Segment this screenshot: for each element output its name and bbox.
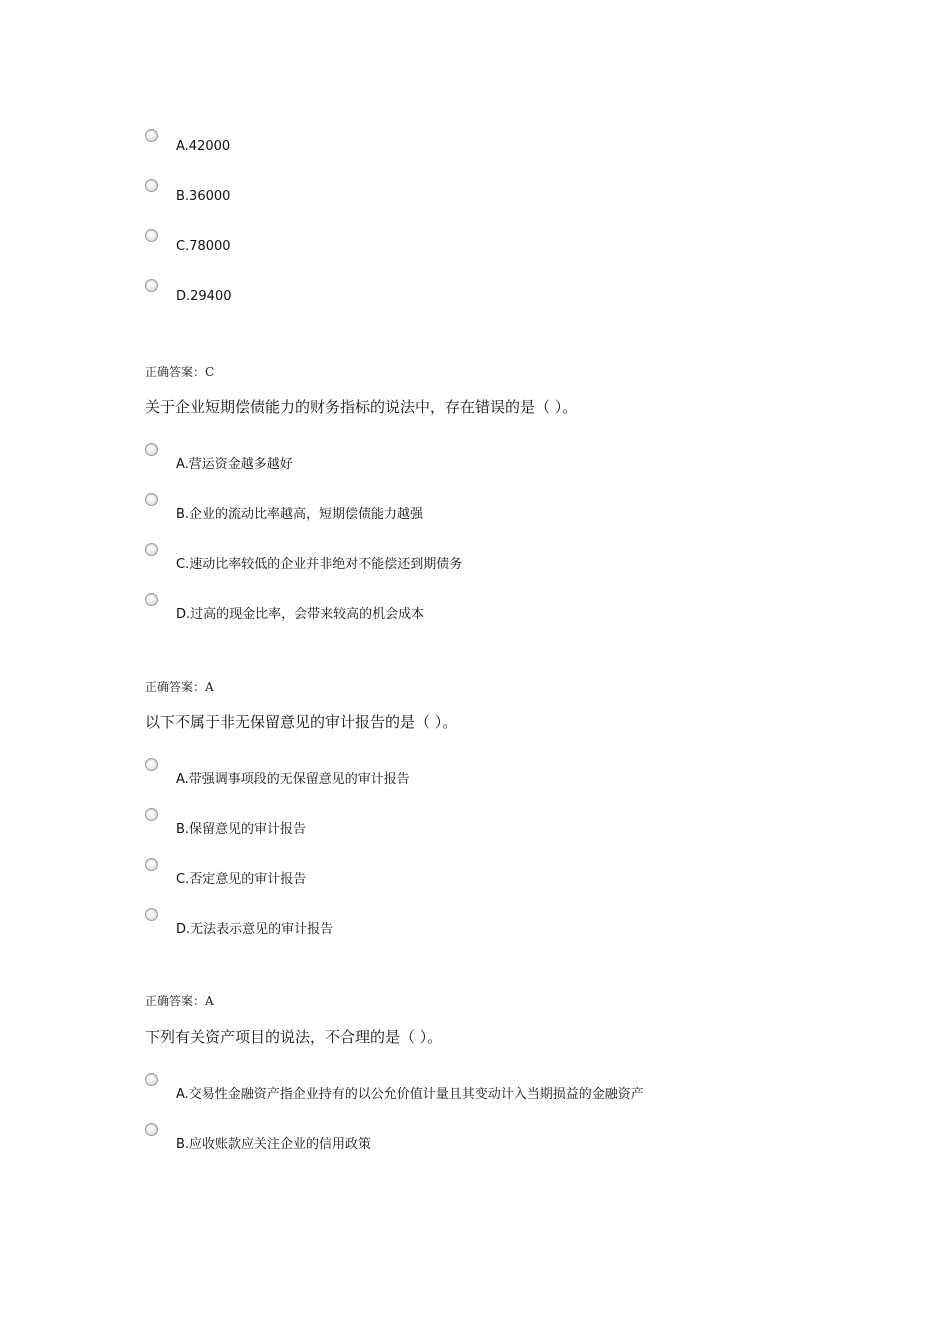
- option-b[interactable]: [145, 179, 905, 209]
- option-c[interactable]: [145, 858, 905, 888]
- option-c[interactable]: [145, 229, 905, 259]
- option-label: C.78000: [176, 239, 231, 254]
- option-d[interactable]: [145, 908, 905, 938]
- option-label: C.否定意见的审计报告: [176, 872, 307, 887]
- option-label: A.交易性金融资产指企业持有的以公允价值计量且其变动计入当期损益的金融资产: [176, 1087, 644, 1102]
- question-text: 下列有关资产项目的说法，不合理的是（ ）。: [145, 1028, 443, 1046]
- radio-button-icon[interactable]: [145, 129, 158, 142]
- correct-answer: 正确答案：A: [145, 994, 214, 1008]
- option-d[interactable]: [145, 593, 905, 623]
- option-a[interactable]: [145, 443, 905, 473]
- radio-button-icon[interactable]: [145, 758, 158, 771]
- radio-button-icon[interactable]: [145, 493, 158, 506]
- radio-button-icon[interactable]: [145, 593, 158, 606]
- option-label: A.带强调事项段的无保留意见的审计报告: [176, 772, 410, 787]
- radio-button-icon[interactable]: [145, 1123, 158, 1136]
- radio-button-icon[interactable]: [145, 543, 158, 556]
- option-label: A.营运资金越多越好: [176, 457, 293, 472]
- radio-button-icon[interactable]: [145, 279, 158, 292]
- radio-button-icon[interactable]: [145, 808, 158, 821]
- option-b[interactable]: [145, 1123, 905, 1153]
- option-a[interactable]: [145, 758, 905, 788]
- option-label: D.过高的现金比率，会带来较高的机会成本: [176, 607, 425, 622]
- radio-button-icon[interactable]: [145, 858, 158, 871]
- option-b[interactable]: [145, 493, 905, 523]
- option-label: B.保留意见的审计报告: [176, 822, 307, 837]
- option-label: B.企业的流动比率越高，短期偿债能力越强: [176, 507, 424, 522]
- option-c[interactable]: [145, 543, 905, 573]
- question-text: 以下不属于非无保留意见的审计报告的是（ ）。: [145, 713, 458, 731]
- radio-button-icon[interactable]: [145, 908, 158, 921]
- option-a[interactable]: [145, 1073, 905, 1103]
- option-label: D.无法表示意见的审计报告: [176, 922, 334, 937]
- correct-answer: 正确答案：C: [145, 365, 215, 379]
- option-label: C.速动比率较低的企业并非绝对不能偿还到期债务: [176, 557, 463, 572]
- radio-button-icon[interactable]: [145, 1073, 158, 1086]
- option-label: D.29400: [176, 289, 232, 304]
- option-a[interactable]: [145, 129, 905, 159]
- correct-answer: 正确答案：A: [145, 680, 214, 694]
- option-d[interactable]: [145, 279, 905, 309]
- radio-button-icon[interactable]: [145, 229, 158, 242]
- option-label: B.36000: [176, 189, 231, 204]
- option-label: A.42000: [176, 139, 231, 154]
- option-b[interactable]: [145, 808, 905, 838]
- question-text: 关于企业短期偿债能力的财务指标的说法中，存在错误的是（ ）。: [145, 398, 578, 416]
- option-label: B.应收账款应关注企业的信用政策: [176, 1137, 372, 1152]
- radio-button-icon[interactable]: [145, 179, 158, 192]
- radio-button-icon[interactable]: [145, 443, 158, 456]
